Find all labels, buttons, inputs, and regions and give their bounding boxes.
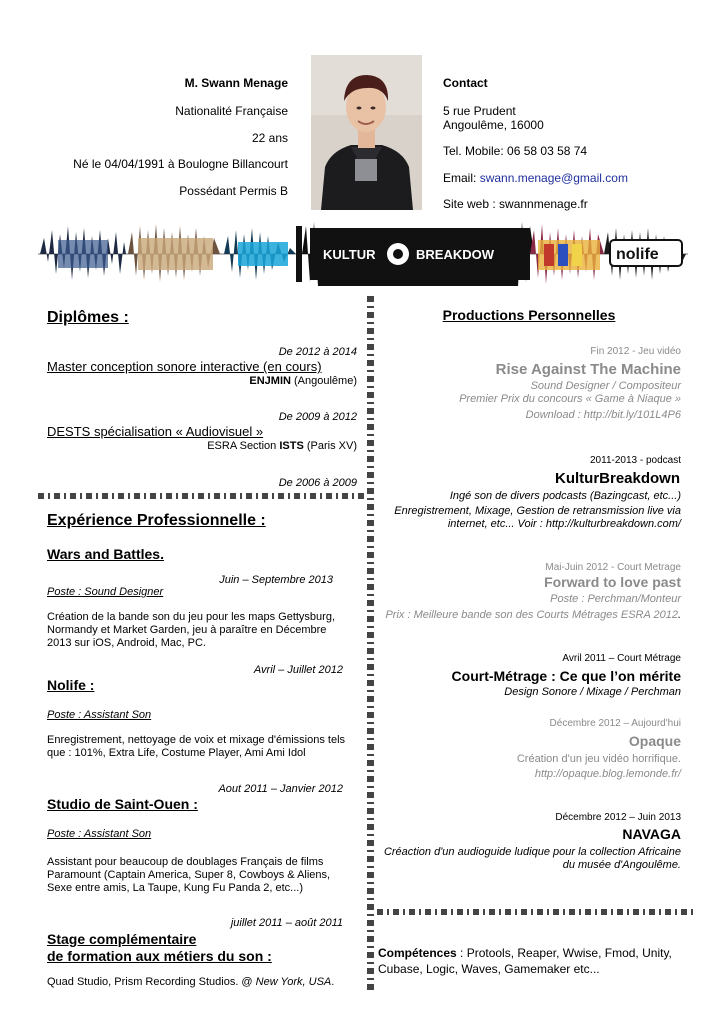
diploma-school-1 [60, 375, 357, 387]
banner-waveform [38, 218, 688, 290]
job-title-1: Wars and Battles. [47, 546, 164, 562]
job-desc-4-post: . [331, 976, 335, 988]
diploma-school-2-pre: ESRA Section [207, 440, 280, 452]
contact-block [443, 0, 703, 215]
horizontal-divider-left [38, 493, 364, 499]
email-line [443, 171, 628, 185]
prod-meta-5: Décembre 2012 – Aujourd'hui [549, 718, 681, 729]
job-date-1: Juin – Septembre 2013 [219, 574, 333, 586]
diploma-school-1-name: ENJMIN [249, 375, 291, 387]
prod-line-5-2[interactable]: http://opaque.blog.lemonde.fr/ [534, 768, 681, 780]
prod-line-1-1: Sound Designer / Compositeur [530, 380, 681, 392]
prod-line-1-2: Premier Prix du concours « Game à Niaque » [459, 393, 681, 405]
prod-title-1: Rise Against The Machine [495, 361, 681, 378]
job-poste-2: Poste : Assistant Son [47, 709, 152, 721]
experience-heading: Expérience Professionnelle : [47, 512, 266, 529]
horizontal-divider-right [377, 909, 697, 915]
job-desc-3: Assistant pour beaucoup de doublages Français de films Paramount (Captain America, Super 8, Cowboys & Aliens, Sexe entre amis, La Taupe, Kung Fu Panda 2, etc...) [47, 856, 331, 894]
person-portrait-icon [311, 55, 422, 210]
diploma-school-1-place: (Angoulême) [290, 375, 357, 387]
prod-line-6-1: Créaction d'un audioguide ludique pour la collection Africaine [383, 846, 681, 858]
identity-block [60, 0, 288, 210]
phone: Tel. Mobile: 06 58 03 58 74 [443, 144, 588, 158]
job-date-2: Avril – Juillet 2012 [253, 664, 343, 676]
skills-label: Compétences [378, 946, 457, 960]
prod-meta-1: Fin 2012 - Jeu vidéo [590, 346, 681, 357]
prod-title-3: Forward to love past [544, 574, 681, 590]
prod-line-3-1: Poste : Perchman/Monteur [550, 593, 681, 605]
website[interactable]: Site web : swannmenage.fr [443, 197, 588, 211]
address-line-1: 5 rue Prudent [443, 104, 516, 118]
prod-line-2-2: Enregistrement, Mixage, Gestion de retransmission live via [394, 505, 681, 517]
job-title-4b: de formation aux métiers du son : [47, 948, 272, 964]
job-title-2: Nolife : [47, 677, 95, 693]
banner-logo-right: BREAKDOW [416, 247, 494, 262]
productions-heading: Productions Personnelles [442, 307, 616, 323]
person-name: M. Swann Menage [184, 76, 288, 90]
nationality: Nationalité Française [175, 104, 288, 118]
prod-line-3-2-end: . [677, 609, 681, 621]
job-desc-2: Enregistrement, nettoyage de voix et mixage d'émissions tels que : 101%, Extra Life, Costume Player, Ami Ami Idol [47, 734, 346, 759]
job-desc-1: Création de la bande son du jeu pour les maps Gettysburg, Normandy et Market Garden, jeu à paraître en Décembre 2013 sur iOS, Android, Mac, PC. [47, 611, 336, 649]
diploma-school-2 [60, 440, 357, 452]
prod-meta-4: Avril 2011 – Court Métrage [562, 653, 681, 664]
prod-line-5-1: Création d'un jeu vidéo horrifique. [516, 753, 681, 765]
birth-info: Né le 04/04/1991 à Boulogne Billancourt [73, 157, 288, 171]
prod-line-3-2 [384, 609, 681, 621]
job-poste-1: Poste : Sound Designer [47, 586, 164, 598]
driving-license: Possédant Permis B [179, 184, 288, 198]
prod-meta-6: Décembre 2012 – Juin 2013 [555, 812, 681, 823]
diplomas-heading: Diplômes : [47, 309, 129, 326]
email-label: Email: [443, 171, 480, 185]
prod-title-2: KulturBreakdown [555, 470, 681, 487]
prod-title-6: NAVAGA [622, 826, 681, 842]
job-title-3: Studio de Saint-Ouen : [47, 796, 198, 812]
job-desc-4 [47, 976, 334, 988]
job-title-4a: Stage complémentaire [47, 931, 197, 947]
job-date-4: juillet 2011 – août 2011 [230, 917, 343, 929]
prod-line-2-3[interactable]: internet, etc... Voir : http://kulturbreakdown.com/ [447, 518, 681, 530]
diploma-title-2: DESTS spécialisation « Audiovisuel » [47, 424, 264, 439]
skills-line-2: Cubase, Logic, Waves, Gamemaker etc... [378, 962, 600, 976]
diploma-date-1: De 2012 à 2014 [278, 346, 357, 358]
job-desc-4-pre: Quad Studio, Prism Recording Studios. @ [47, 976, 256, 988]
skills-line-1 [378, 946, 672, 960]
email-link[interactable]: swann.menage@gmail.com [479, 171, 628, 185]
job-poste-3: Poste : Assistant Son [47, 828, 152, 840]
job-date-3: Aout 2011 – Janvier 2012 [218, 783, 343, 795]
prod-meta-2: 2011-2013 - podcast [590, 455, 681, 466]
profile-photo [311, 55, 422, 210]
prod-title-5: Opaque [628, 733, 681, 749]
prod-meta-3: Mai-Juin 2012 - Court Metrage [545, 562, 681, 573]
prod-line-1-3[interactable]: Download : http://bit.ly/101L4P6 [525, 409, 681, 421]
skills-text-1: : Protools, Reaper, Wwise, Fmod, Unity, [456, 946, 672, 960]
waveform-collage-icon [38, 218, 688, 290]
diploma-date-2: De 2009 à 2012 [278, 411, 357, 423]
vertical-divider [367, 296, 374, 990]
prod-line-2-1: Ingé son de divers podcasts (Bazingcast, etc...) [449, 490, 681, 502]
prod-line-3-2-text: Prix : Meilleure bande son des Courts Métrages ESRA 2012 [385, 609, 678, 621]
age: 22 ans [251, 131, 288, 145]
address-line-2: Angoulême, 16000 [443, 118, 544, 132]
prod-line-6-2: du musée d'Angoulême. [562, 859, 681, 871]
banner-logo-left: KULTUR [323, 247, 376, 262]
prod-title-4: Court-Métrage : Ce que l’on mérite [451, 668, 681, 684]
job-desc-4-place: New York, USA [255, 976, 332, 988]
diploma-school-2-place: (Paris XV) [303, 440, 357, 452]
banner-nolife-logo: nolife [616, 246, 659, 263]
diploma-date-3: De 2006 à 2009 [278, 477, 357, 489]
prod-line-4-1: Design Sonore / Mixage / Perchman [504, 686, 681, 698]
diploma-school-2-name: ISTS [279, 440, 304, 452]
contact-heading: Contact [443, 76, 488, 90]
diploma-title-1: Master conception sonore interactive (en cours) [47, 359, 322, 374]
